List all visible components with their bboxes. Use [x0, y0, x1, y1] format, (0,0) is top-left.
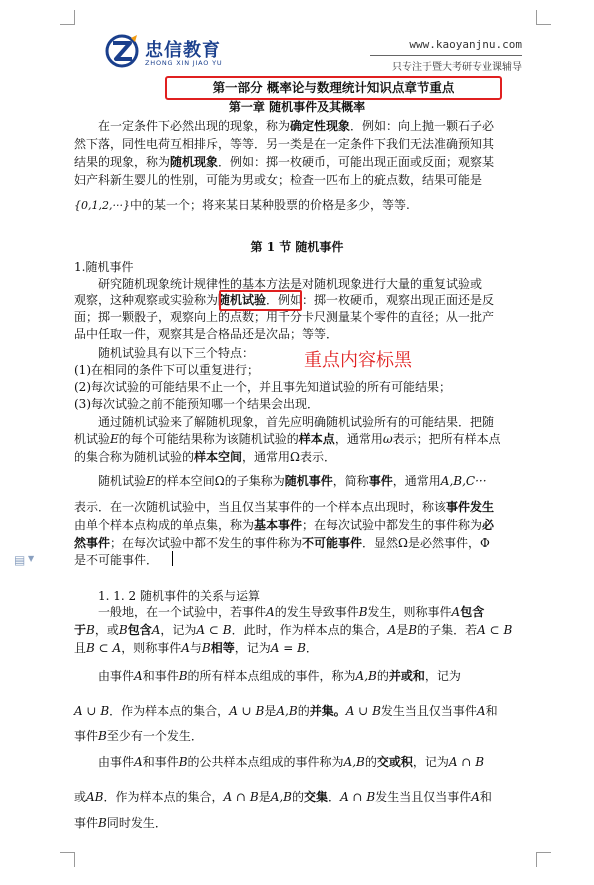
feature-2: (2)每次试验的可能结果不止一个，并且事先知道试验的所有可能结果； — [74, 380, 452, 394]
union-line-1: 由事件A和事件B的所有样本点组成的事件，称为A,B的并或和，记为 — [98, 669, 461, 683]
s1-p1-line-1: 研究随机现象统计规律性的基本方法是对随机现象进行大量的重复试验或 — [98, 277, 483, 291]
crop-mark-bottom-left — [60, 852, 75, 867]
s112-line-2: 于B，或B包含A，记为A ⊂ B．此时，作为样本点的集合，A是B的子集．若A ⊂ B — [74, 623, 513, 637]
s1-p3-line-5: 是不可能事件． — [74, 553, 159, 567]
s1-p3-line-1: 随机试验E的样本空间Ω的子集称为随机事件，简称事件，通常用A,B,C··· — [98, 474, 487, 488]
s1-p1-line-4: 品中任取一件，观察其是合格品还是次品；等等． — [74, 327, 339, 341]
key-term-highlight-box — [219, 290, 302, 311]
intro-line-1: 在一定条件下必然出现的现象，称为确定性现象．例如：向上抛一颗石子必 — [98, 119, 495, 133]
chevron-down-icon[interactable]: ▼ — [28, 554, 35, 563]
crop-mark-top-right — [536, 10, 551, 25]
features-intro: 随机试验具有以下三个特点： — [98, 346, 255, 360]
s1-p3-line-3: 由单个样本点构成的单点集，称为基本事件；在每次试验中都发生的事件称为必 — [74, 518, 495, 532]
crop-mark-top-left — [60, 10, 75, 25]
s1-p1-line-2: 观察，这种观察或实验称为随机试验．例如：掷一枚硬币，观察出现正面还是反 — [74, 293, 495, 307]
s1-p2-line-1: 通过随机试验来了解随机现象，首先应明确随机试验所有的可能结果．把随 — [98, 415, 495, 429]
feature-3: (3)每次试验之前不能预知哪一个结果会出现． — [74, 397, 319, 411]
intro-line-5: {0,1,2,···}中的某一个；将来某日某种股票的价格是多少，等等. — [74, 198, 410, 212]
s1-p3-line-4: 然事件；在每次试验中都不发生的事件称为不可能事件．显然Ω是必然事件，Φ — [74, 536, 490, 550]
crop-mark-bottom-right — [536, 852, 551, 867]
logo-pinyin: ZHONG XIN JIAO YU — [145, 59, 223, 67]
document-icon[interactable]: ▤ — [14, 553, 26, 567]
header-slogan: 只专注于暨大考研专业课辅导 — [392, 62, 522, 73]
subsection-random-events: 1.随机事件 — [74, 260, 134, 274]
s1-p2-line-3: 的集合称为随机试验的样本空间，通常用Ω表示． — [74, 450, 336, 464]
zx-logo-icon — [104, 33, 140, 69]
intro-line-4: 妇产科新生婴儿的性别，可能为男或女；检查一匹布上的疵点数，结果可能是 — [74, 173, 483, 187]
section-1-title: 第 1 节 随机事件 — [250, 240, 344, 254]
feature-1: (1)在相同的条件下可以重复进行； — [74, 363, 259, 377]
union-line-2: A ∪ B．作为样本点的集合，A ∪ B是A,B的并集。A ∪ B发生当且仅当事件A和 — [74, 704, 498, 718]
s1-p2-line-2: 机试验E的每个可能结果称为该随机试验的样本点，通常用ω表示；把所有样本点 — [74, 432, 501, 446]
intersection-line-2: 或AB．作为样本点的集合，A ∩ B是A,B的交集．A ∩ B发生当且仅当事件A和 — [74, 790, 492, 804]
intro-line-2: 然下落，同性电荷互相排斥，等等．另一类是在一定条件下我们无法准确预知其 — [74, 137, 495, 151]
intersection-line-3: 事件B同时发生． — [74, 816, 167, 830]
header-url: www.kaoyanjnu.com — [409, 38, 522, 51]
intersection-line-1: 由事件A和事件B的公共样本点组成的事件称为A,B的交或积，记为A ∩ B — [98, 755, 485, 769]
logo-title: 忠信教育 — [145, 40, 221, 61]
part-title: 第一部分 概率论与数理统计知识点章节重点 — [212, 80, 455, 95]
header-rule — [370, 55, 522, 56]
s112-line-3: 且B ⊂ A，则称事件A与B相等，记为A = B． — [74, 641, 318, 655]
chapter-title: 第一章 随机事件及其概率 — [228, 100, 366, 114]
union-line-3: 事件B至少有一个发生． — [74, 729, 203, 743]
section-112-title: 1. 1. 2 随机事件的关系与运算 — [98, 589, 260, 603]
s112-line-1: 一般地，在一个试验中，若事件A的发生导致事件B发生，则称事件A包含 — [98, 605, 485, 619]
highlight-annotation: 重点内容标黑 — [304, 350, 412, 371]
text-cursor — [172, 551, 173, 566]
s1-p1-line-3: 面；掷一颗骰子，观察向上的点数；用千分卡尺测量某个零件的直径；从一批产 — [74, 310, 495, 324]
s1-p3-line-2: 表示．在一次随机试验中，当且仅当某事件的一个样本点出现时，称该事件发生 — [74, 500, 495, 514]
intro-line-3: 结果的现象，称为随机现象．例如：掷一枚硬币，可能出现正面或反面；观察某 — [74, 155, 495, 169]
